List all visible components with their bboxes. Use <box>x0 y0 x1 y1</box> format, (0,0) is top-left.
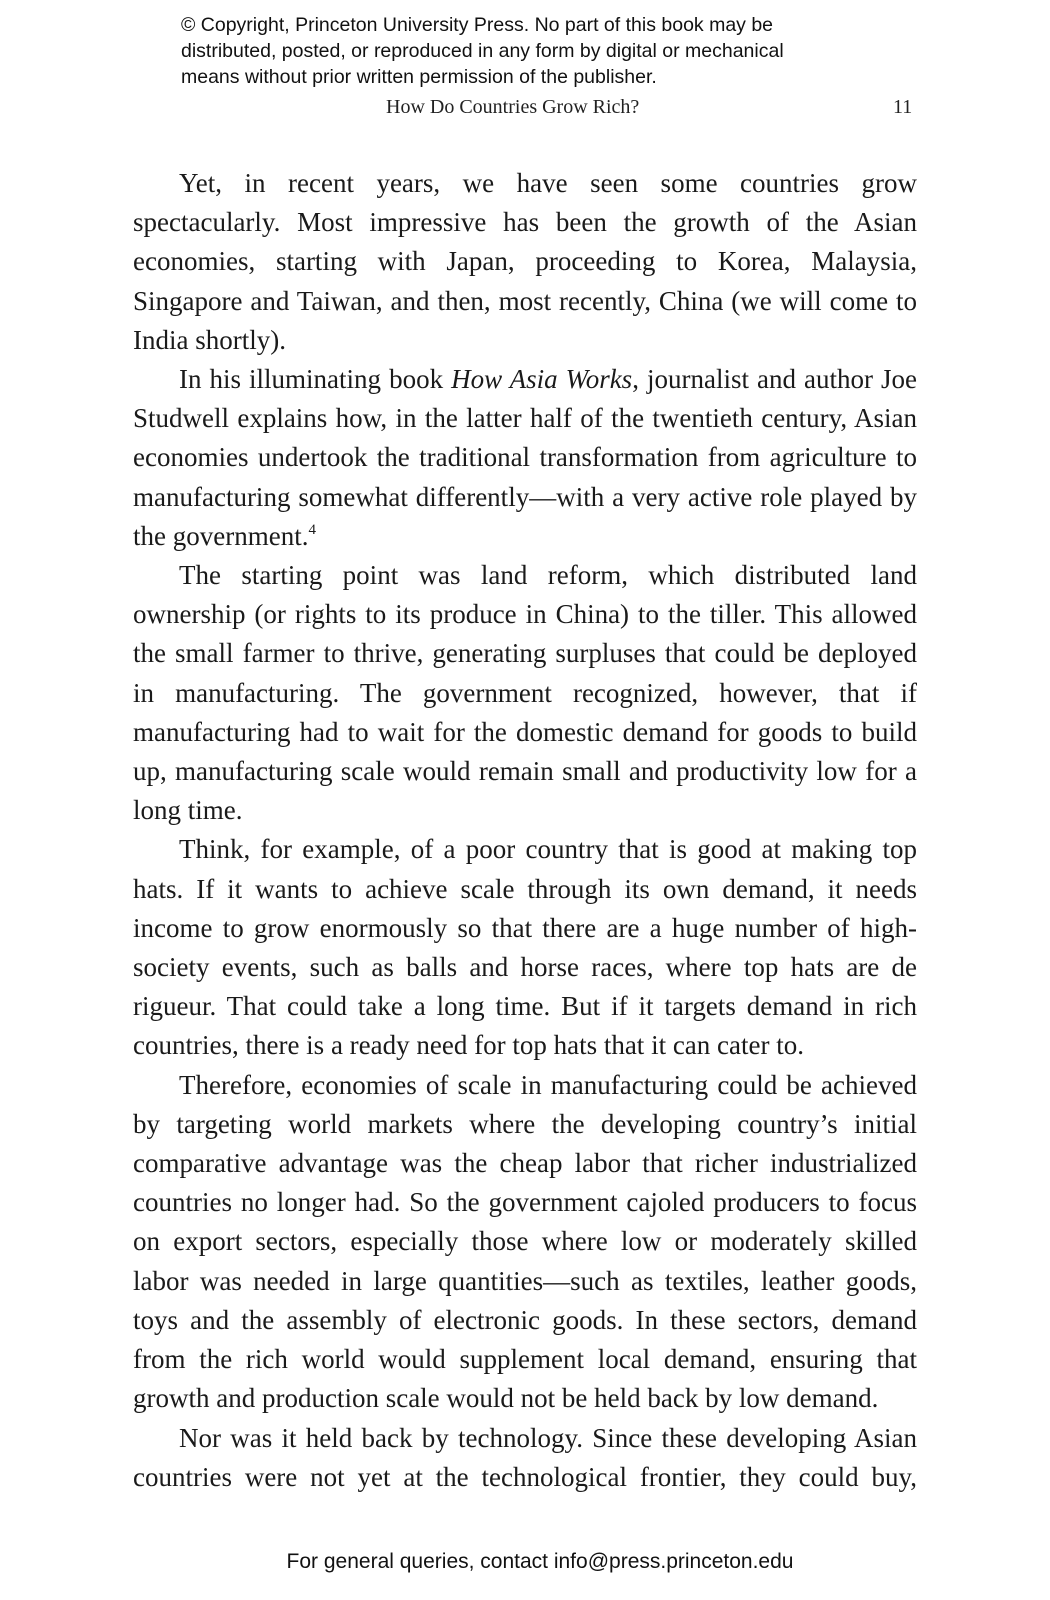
paragraph: Therefore, economies of scale in manufacturing could be achieved by targeting world markets where the developing country’s initial comparative advantage was the cheap labor that richer industrialized countries no longer had. So the government cajoled producers to focus on export sectors, especially those where low or moderately skilled labor was needed in large quantities—such as textiles, leather goods, toys and the assembly of electronic goods. In these sectors, demand from the rich world would supplement local demand, ensuring that growth and production scale would not be held back by low demand. <box>133 1069 917 1414</box>
paragraph: Yet, in recent years, we have seen some countries grow spectacularly. Most impressive has been the growth of the Asian economies, starting with Japan, proceeding to Korea, Malaysia, Singapore and Taiwan, and then, most recently, China (we will come to India shortly). <box>133 168 917 355</box>
paragraph-text: In his illuminating book <box>179 364 452 395</box>
running-head-title: How Do Countries Grow Rich? <box>386 96 640 118</box>
copyright-notice <box>181 12 901 90</box>
paragraph: The starting point was land reform, which distributed land ownership (or rights to its produce in China) to the tiller. This allowed the small farmer to thrive, generating surpluses that could be deployed in manufacturing. The government recognized, however, that if manufacturing had to wait for the domestic demand for goods to build up, manufacturing scale would remain small and productivity low for a long time. <box>133 560 917 826</box>
book-title: How Asia Works <box>451 364 633 395</box>
footnote-reference: 4 <box>308 521 316 538</box>
paragraph: Think, for example, of a poor country that is good at making top hats. If it wants to achieve scale through its own demand, it needs income to grow enormously so that there are a huge number of high-society events, such as balls and horse races, where top hats are de rigueur. That could take a long time. But if it targets demand in rich countries, there is a ready need for top hats that it can cater to. <box>133 834 917 1061</box>
page-number: 11 <box>893 96 913 118</box>
copyright-line-1: © Copyright, Princeton University Press. No part of this book may be <box>181 14 774 36</box>
copyright-line-3: means without prior written permission of the publisher. <box>181 66 657 88</box>
running-head <box>0 96 1050 126</box>
paragraph: Nor was it held back by technology. Since these developing Asian countries were not yet at the technological frontier, they could buy, <box>133 1422 917 1492</box>
body-text <box>133 164 917 1497</box>
copyright-line-2: distributed, posted, or reproduced in any form by digital or mechanical <box>181 40 784 62</box>
footer-contact: For general queries, contact info@press.princeton.edu <box>286 1550 794 1573</box>
paragraph-text: , journalist and author Joe Studwell explains how, in the latter half of the twentieth century, Asian economies undertook the traditional transformation from agriculture to manufacturing somewhat differently—with a very active role played by the government. <box>133 364 917 551</box>
paragraph <box>133 360 917 556</box>
